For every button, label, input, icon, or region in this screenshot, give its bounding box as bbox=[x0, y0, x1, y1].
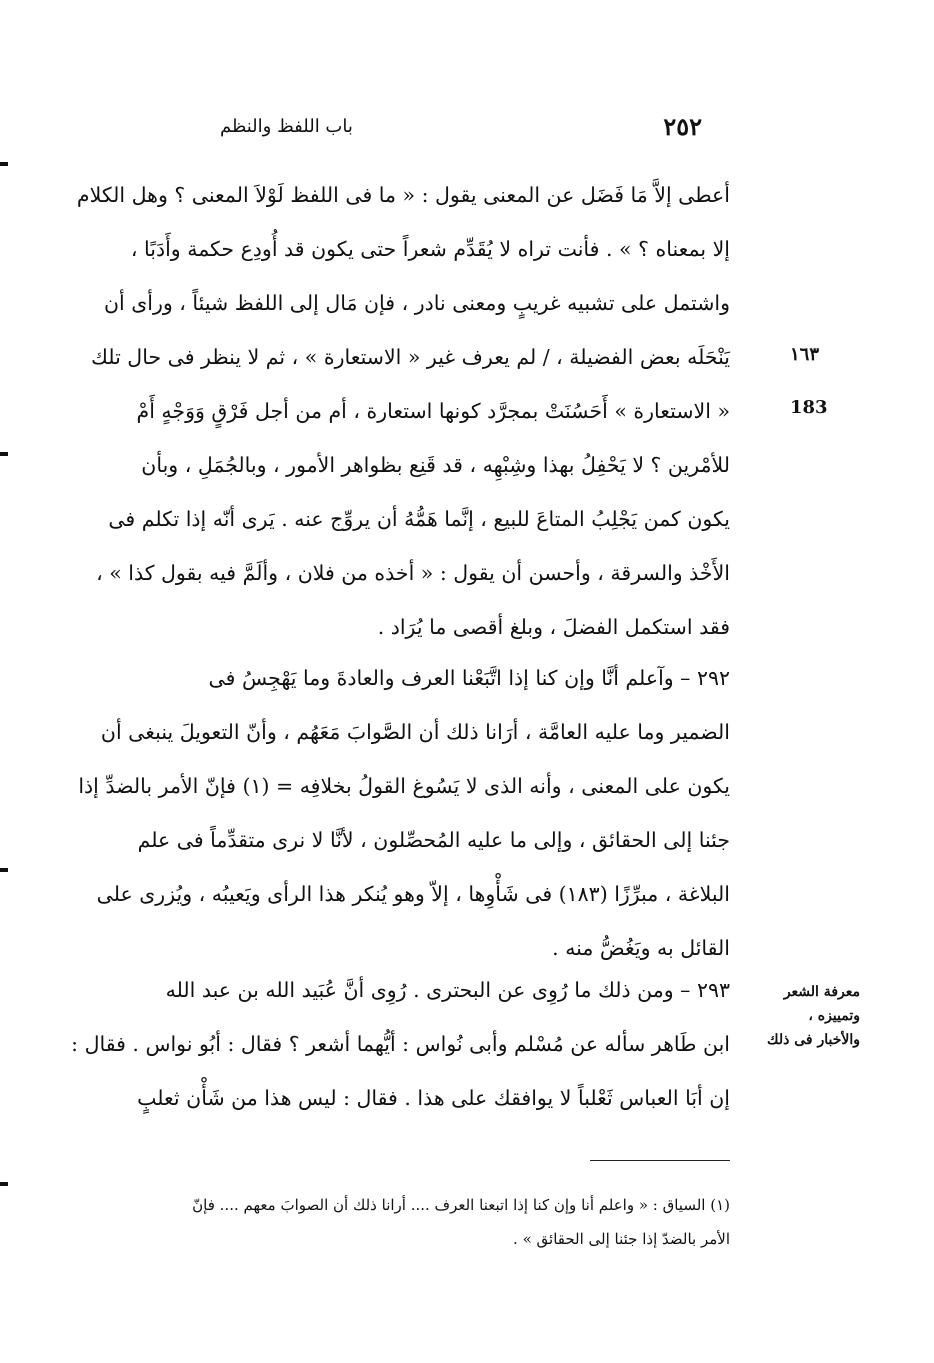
text-line: ٢٩٣ – ومن ذلك ما رُوِى عن البحترى . رُوِى أنَّ عُبَيد الله بن عبد الله bbox=[165, 978, 730, 1002]
text-line: فقد استكمل الفضلَ ، وبلغ أقصى ما يُرَاد . bbox=[377, 615, 730, 639]
text-line: جئنا إلى الحقائق ، وإلى ما عليه المُحصِّلون ، لأنَّا لا نرى متقدِّماً فى علم bbox=[137, 828, 730, 852]
scan-edge-mark bbox=[0, 868, 8, 872]
scan-edge-mark bbox=[0, 452, 8, 456]
paragraph-292 bbox=[78, 651, 730, 975]
text-line: إلا بمعناه ؟ » . فأنت تراه لا يُقَدِّم شعراً حتى يكون قد أُودِع حكمة وأَدَبًا ، bbox=[130, 237, 730, 261]
text-line: أعطى إلاَّ مَا فَضَل عن المعنى يقول : « ما فى اللفظ لَوْلاَ المعنى ؟ وهل الكلام bbox=[76, 183, 730, 207]
page-number: ٢٥٢ bbox=[663, 112, 702, 141]
text-line: واشتمل على تشبيه غريبٍ ومعنى نادر ، فإن مَال إلى اللفظ شيئاً ، ورأى أن bbox=[103, 291, 730, 315]
footnote-separator bbox=[590, 1160, 730, 1161]
text-line: يكون كمن يَجْلِبُ المتاعَ للبيع ، إنَّما هَمُّهُ أن يروِّج عنه . يَرى أنّه إذا تكلم فى bbox=[108, 507, 730, 531]
text-line: يكون على المعنى ، وأنه الذى لا يَسُوغ القولُ بخلافِه = (١) فإنّ الأمر بالضدِّ إذا bbox=[78, 774, 730, 798]
side-note-line: والأخبار فى ذلك bbox=[767, 1032, 860, 1048]
side-note-line: معرفة الشعر وتمييزه ، bbox=[783, 984, 860, 1024]
paragraph-293 bbox=[71, 963, 730, 1125]
margin-arabic-reference: ١٦٣ bbox=[790, 344, 820, 365]
text-line: القائل به ويَغُضُّ منه . bbox=[552, 936, 730, 960]
text-line: ابن طَاهر سأله عن مُسْلم وأبى نُواس : أيُّهما أشعر ؟ فقال : أبُو نواس . فقال : bbox=[71, 1032, 730, 1056]
margin-side-note bbox=[750, 980, 860, 1052]
footnote-line: الأمر بالضدّ إذا جئنا إلى الحقائق » . bbox=[513, 1230, 730, 1248]
running-title: باب اللفظ والنظم bbox=[220, 116, 353, 137]
page-header bbox=[100, 112, 730, 148]
text-line: « الاستعارة » أَحَسُنَتْ بمجرَّد كونها استعارة ، أم من أجل فَرْقٍ وَوَجْهٍ أَمْ bbox=[136, 399, 730, 423]
text-line: البلاغة ، مبرِّزًا (١٨٣) فى شَأْوِها ، إلاّ وهو يُنكر هذا الرأى ويَعيبُه ، ويُزرى على bbox=[96, 882, 730, 906]
scan-edge-mark bbox=[0, 1182, 8, 1186]
text-line: الأَخْذ والسرقة ، وأحسن أن يقول : « أخذه من فلان ، وألَمَّ فيه بقول كذا » ، bbox=[96, 561, 730, 585]
margin-latin-reference: 183 bbox=[790, 397, 828, 418]
text-line: الضمير وما عليه العامَّة ، أرَانا ذلك أن الصَّوابَ مَعَهُم ، وأنّ التعويلَ ينبغى أن bbox=[100, 720, 730, 744]
paragraph-1 bbox=[76, 168, 730, 654]
text-line: إن أبَا العباس ثَعْلباً لا يوافقك على هذا . فقال : ليس هذا من شَأْن ثعلبٍ bbox=[137, 1086, 730, 1110]
footnote-line: (١) السياق : « واعلم أنا وإن كنا إذا اتبعنا العرف .... أرانا ذلك أن الصوابَ معهم .... فإنّ bbox=[192, 1196, 730, 1214]
text-line: ٢٩٢ – وآعلم أنَّا وإن كنا إذا اتَّبَعْنا العرف والعادةَ وما يَهْجِسُ فى bbox=[208, 666, 730, 690]
text-line: للأمْرين ؟ لا يَحْفِلُ بهذا وشِبْهِه ، قد قَنِع بظواهر الأمور ، وبالجُمَلِ ، وبأن bbox=[141, 453, 730, 477]
text-line: يَنْحَلَه بعض الفضيلة ، / لم يعرف غير « الاستعارة » ، ثم لا ينظر فى حال تلك bbox=[91, 345, 730, 369]
scan-edge-mark bbox=[0, 162, 8, 166]
footnote bbox=[104, 1188, 730, 1256]
